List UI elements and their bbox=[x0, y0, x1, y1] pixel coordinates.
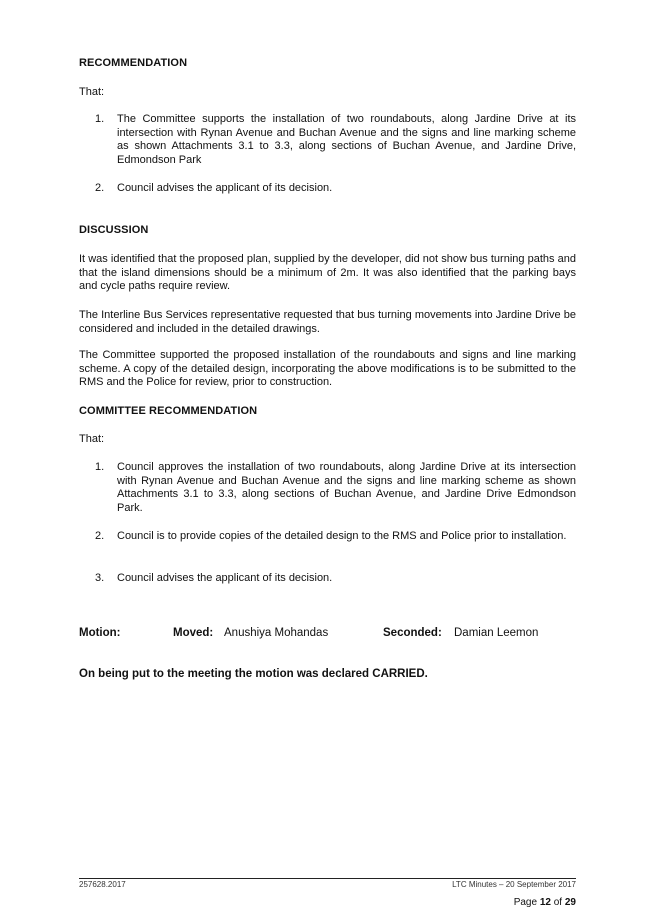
recommendation-item-2-number: 2. bbox=[95, 182, 105, 194]
footer-doc-title: LTC Minutes – 20 September 2017 bbox=[452, 880, 576, 889]
page-current: 12 bbox=[539, 897, 551, 908]
committee-item-3-number: 3. bbox=[95, 572, 105, 584]
page-total: 29 bbox=[564, 897, 576, 908]
committee-item-2-text: Council is to provide copies of the detailed design to the RMS and Police prior to installation. bbox=[117, 530, 567, 542]
motion-label: Motion: bbox=[79, 627, 121, 639]
footer-divider bbox=[79, 878, 576, 879]
seconded-name: Damian Leemon bbox=[454, 627, 539, 639]
committee-item-3-text: Council advises the applicant of its decision. bbox=[117, 572, 333, 584]
page-number bbox=[514, 897, 576, 908]
discussion-paragraph-1: It was identified that the proposed plan, supplied by the developer, did not show bus turning paths and that the island dimensions should be a minimum of 2m. It was also identified that the parking bays and cycle paths require review. bbox=[79, 253, 576, 292]
recommendation-intro: That: bbox=[79, 86, 105, 98]
committee-item-2-number: 2. bbox=[95, 530, 105, 542]
discussion-paragraph-2: The Interline Bus Services representative requested that bus turning movements into Jardine Drive be considered and included in the detailed drawings. bbox=[79, 309, 576, 335]
moved-name: Anushiya Mohandas bbox=[224, 627, 329, 639]
committee-recommendation-heading: COMMITTEE RECOMMENDATION bbox=[79, 405, 258, 417]
page-of: of bbox=[550, 897, 565, 908]
discussion-paragraph-3: The Committee supported the proposed installation of the roundabouts and signs and line marking scheme. A copy of the detailed design, incorporating the above modifications is to be submitted to the RMS and the Police for review, prior to construction. bbox=[79, 349, 576, 388]
recommendation-item-1-text: The Committee supports the installation of two roundabouts, along Jardine Drive at its intersection with Rynan Avenue and Buchan Avenue and the signs and line marking scheme as shown Attachments 3.1 to 3.3, along sections of Buchan Avenue, and Jardine Drive, Edmondson Park bbox=[117, 113, 576, 166]
moved-label: Moved: bbox=[173, 627, 214, 639]
footer-doc-ref: 257628.2017 bbox=[79, 880, 126, 889]
committee-item-1-text: Council approves the installation of two roundabouts, along Jardine Drive at its intersection with Rynan Avenue and Buchan Avenue and the signs and line marking scheme as shown Attachments 3.1 to 3.3, along sections of Buchan Avenue, and Jardine Drive Edmondson Park. bbox=[117, 461, 576, 514]
motion-result: On being put to the meeting the motion was declared CARRIED. bbox=[79, 668, 428, 680]
committee-item-1-number: 1. bbox=[95, 461, 105, 473]
recommendation-heading: RECOMMENDATION bbox=[79, 57, 188, 69]
page-prefix: Page bbox=[513, 897, 540, 908]
committee-recommendation-intro: That: bbox=[79, 433, 105, 445]
discussion-heading: DISCUSSION bbox=[79, 224, 149, 236]
recommendation-item-2-text: Council advises the applicant of its decision. bbox=[117, 182, 333, 194]
recommendation-item-1-number: 1. bbox=[95, 113, 105, 125]
seconded-label: Seconded: bbox=[383, 627, 442, 639]
